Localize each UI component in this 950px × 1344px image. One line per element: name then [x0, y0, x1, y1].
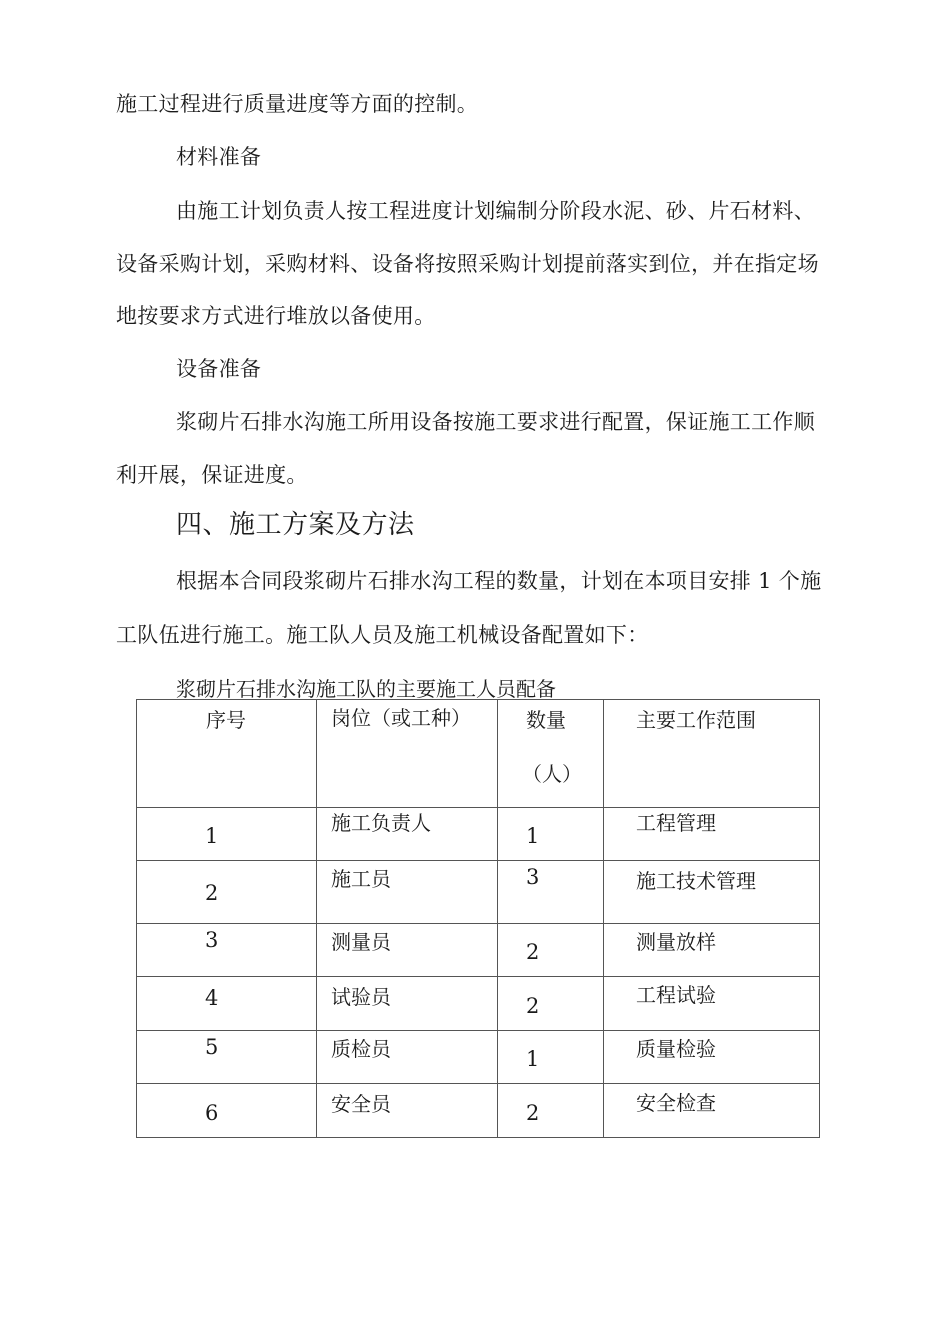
row-count: 2	[526, 994, 540, 1018]
row-scope: 工程试验	[636, 983, 716, 1007]
row-count: 3	[526, 865, 540, 889]
cell-seq	[137, 1031, 317, 1084]
row-seq: 2	[205, 881, 219, 905]
row-position: 安全员	[331, 1092, 391, 1116]
row-seq: 4	[205, 986, 219, 1010]
row-position: 施工员	[331, 867, 391, 891]
row-position: 测量员	[331, 930, 391, 954]
subheading-equipment: 设备准备	[176, 357, 262, 381]
table-row	[137, 977, 820, 1031]
cell-seq	[137, 977, 317, 1031]
plan-text-b: 个施	[778, 569, 822, 593]
section-heading: 四、施工方案及方法	[176, 510, 415, 540]
table-row	[137, 808, 820, 861]
header-count-line2: （人）	[522, 762, 582, 786]
cell-scope	[604, 861, 820, 924]
subheading-materials: 材料准备	[176, 145, 262, 169]
row-count: 1	[526, 1047, 540, 1071]
cell-scope	[604, 977, 820, 1031]
row-count: 2	[526, 940, 540, 964]
cell-count	[498, 924, 604, 977]
cell-position	[317, 1031, 498, 1084]
row-seq: 6	[205, 1101, 219, 1125]
table-row	[137, 1031, 820, 1084]
team-count: 1	[758, 569, 772, 593]
table-header-row	[137, 700, 820, 808]
staff-table	[136, 699, 820, 1138]
row-scope: 质量检验	[636, 1037, 716, 1061]
paragraph-materials-line2: 设备采购计划，采购材料、设备将按照采购计划提前落实到位，并在指定场	[116, 252, 819, 276]
cell-count	[498, 861, 604, 924]
row-count: 2	[526, 1101, 540, 1125]
paragraph-plan-line2: 工队伍进行施工。施工队人员及施工机械设备配置如下：	[116, 623, 649, 647]
cell-count	[498, 1084, 604, 1138]
row-seq: 1	[205, 824, 219, 848]
row-seq: 5	[205, 1035, 219, 1059]
row-scope: 测量放样	[636, 930, 716, 954]
row-position: 施工负责人	[331, 811, 431, 835]
header-cell-scope	[604, 700, 820, 808]
header-seq: 序号	[206, 708, 246, 732]
paragraph-plan-line1	[176, 567, 821, 595]
cell-count	[498, 808, 604, 861]
paragraph-quality-control: 施工过程进行质量进度等方面的控制。	[116, 92, 479, 116]
cell-scope	[604, 924, 820, 977]
table-row	[137, 1084, 820, 1138]
cell-count	[498, 1031, 604, 1084]
cell-position	[317, 861, 498, 924]
paragraph-materials-line1: 由施工计划负责人按工程进度计划编制分阶段水泥、砂、片石材料、	[176, 199, 815, 223]
cell-position	[317, 1084, 498, 1138]
header-position: 岗位（或工种）	[331, 706, 471, 730]
header-scope: 主要工作范围	[636, 708, 756, 732]
plan-text-a: 根据本合同段浆砌片石排水沟工程的数量，计划在本项目安排	[176, 569, 752, 593]
header-cell-count	[498, 700, 604, 808]
cell-seq	[137, 1084, 317, 1138]
header-cell-position	[317, 700, 498, 808]
row-scope: 施工技术管理	[636, 869, 756, 893]
cell-seq	[137, 861, 317, 924]
row-scope: 工程管理	[636, 811, 716, 835]
table-caption: 浆砌片石排水沟施工队的主要施工人员配备	[176, 677, 556, 701]
row-scope: 安全检查	[636, 1091, 716, 1115]
cell-position	[317, 808, 498, 861]
cell-count	[498, 977, 604, 1031]
row-position: 质检员	[331, 1037, 391, 1061]
cell-seq	[137, 808, 317, 861]
row-position: 试验员	[331, 985, 391, 1009]
header-cell-seq	[137, 700, 317, 808]
cell-scope	[604, 1031, 820, 1084]
paragraph-materials-line3: 地按要求方式进行堆放以备使用。	[116, 304, 436, 328]
cell-scope	[604, 1084, 820, 1138]
table-row	[137, 924, 820, 977]
cell-seq	[137, 924, 317, 977]
header-count-line1: 数量	[526, 708, 566, 732]
cell-scope	[604, 808, 820, 861]
paragraph-equipment-line1: 浆砌片石排水沟施工所用设备按施工要求进行配置，保证施工工作顺	[176, 410, 815, 434]
row-count: 1	[526, 824, 540, 848]
cell-position	[317, 977, 498, 1031]
paragraph-equipment-line2: 利开展，保证进度。	[116, 463, 308, 487]
cell-position	[317, 924, 498, 977]
table-row	[137, 861, 820, 924]
row-seq: 3	[205, 928, 219, 952]
